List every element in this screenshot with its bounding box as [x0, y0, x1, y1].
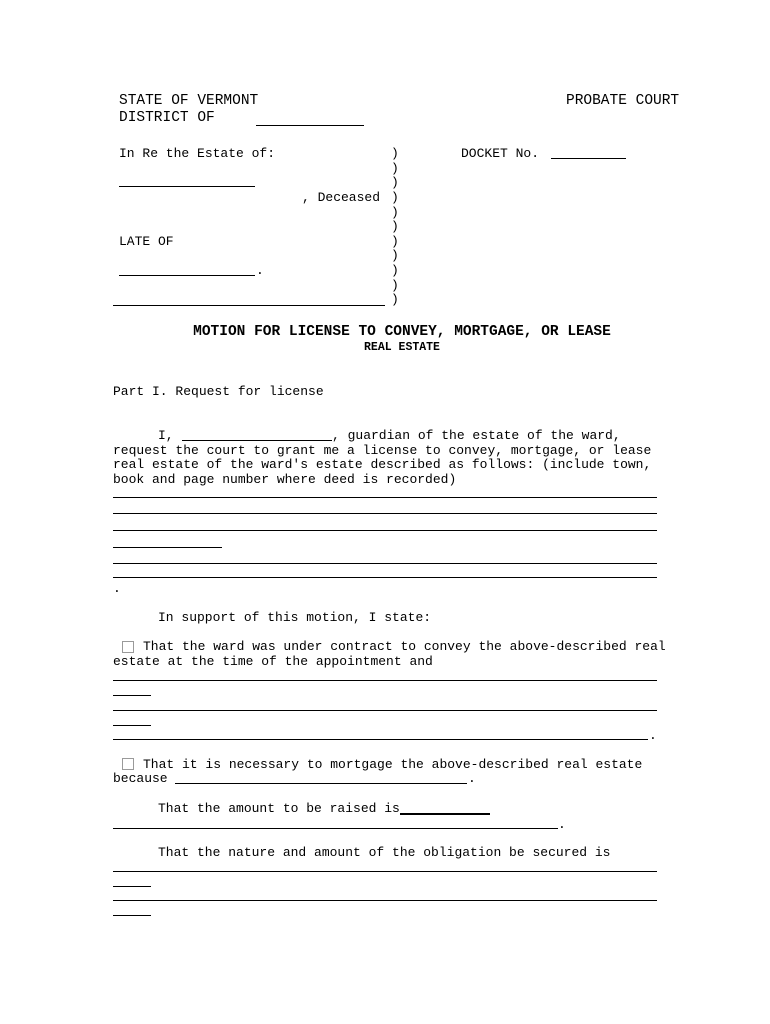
in-re-label: In Re the Estate of:: [119, 146, 276, 161]
amount-statement: That the amount to be raised is: [158, 801, 400, 816]
para-line3: real estate of the ward's estate described as follows: (include town,: [113, 457, 652, 472]
contract-line[interactable]: [113, 725, 151, 726]
state-name: STATE OF VERMONT: [119, 93, 259, 109]
para-line4: book and page number where deed is recorded): [113, 472, 457, 487]
contract-line2: estate at the time of the appointment and: [113, 654, 433, 669]
contract-checkbox[interactable]: [122, 641, 134, 653]
amount-line[interactable]: [113, 828, 558, 829]
paren: ): [391, 234, 399, 249]
contract-line[interactable]: [113, 680, 657, 681]
paren: ): [391, 190, 399, 205]
paren: ): [391, 278, 399, 293]
obligation-line[interactable]: [113, 886, 151, 887]
guardian-name-blank[interactable]: [182, 440, 332, 441]
obligation-statement: That the nature and amount of the obligation be secured is: [158, 845, 611, 860]
deceased-label: , Deceased: [302, 190, 381, 205]
paren: ): [391, 263, 399, 278]
mortgage-because: because: [113, 771, 168, 786]
para-line2: request the court to grant me a license to convey, mortgage, or lease: [113, 443, 652, 458]
contract-line[interactable]: [113, 695, 151, 696]
description-period: .: [113, 581, 121, 596]
contract-line[interactable]: [113, 710, 657, 711]
district-blank[interactable]: [256, 125, 364, 126]
mortgage-because-blank[interactable]: [175, 783, 467, 784]
amount-period: .: [558, 817, 566, 832]
late-of-label: LATE OF: [119, 234, 174, 249]
obligation-line[interactable]: [113, 915, 151, 916]
part1-heading: Part I. Request for license: [113, 384, 324, 399]
estate-name-blank[interactable]: [119, 186, 255, 187]
mortgage-period: .: [468, 771, 476, 786]
contract-period: .: [649, 728, 657, 743]
paren: ): [391, 248, 399, 263]
obligation-line[interactable]: [113, 871, 657, 872]
document-title: MOTION FOR LICENSE TO CONVEY, MORTGAGE, OR LEASE: [193, 324, 611, 340]
docket-blank[interactable]: [551, 158, 626, 159]
contract-line[interactable]: [113, 739, 648, 740]
paren: ): [391, 205, 399, 220]
para-guardian: , guardian of the estate of the ward,: [332, 428, 621, 443]
obligation-line[interactable]: [113, 900, 657, 901]
paren: ): [391, 146, 399, 161]
description-line[interactable]: [113, 547, 222, 548]
paren: ): [391, 161, 399, 176]
mortgage-checkbox[interactable]: [122, 758, 134, 770]
support-statement: In support of this motion, I state:: [158, 610, 432, 625]
mortgage-line1: That it is necessary to mortgage the above-described real estate: [143, 757, 643, 772]
paren: ): [391, 219, 399, 234]
description-line[interactable]: [113, 563, 657, 564]
court-name: PROBATE COURT: [566, 93, 680, 109]
description-line[interactable]: [113, 530, 657, 531]
paren: ): [391, 292, 399, 307]
paren: ): [391, 175, 399, 190]
document-subtitle: REAL ESTATE: [364, 341, 440, 354]
late-of-blank[interactable]: [119, 275, 255, 276]
caption-bottom-line: [113, 305, 385, 306]
district-label: DISTRICT OF: [119, 110, 215, 126]
contract-line1: That the ward was under contract to convey the above-described real: [143, 639, 666, 654]
amount-blank[interactable]: [400, 813, 490, 815]
para-i: I,: [158, 428, 174, 443]
docket-label: DOCKET No.: [461, 146, 540, 161]
late-of-period: .: [256, 263, 264, 278]
description-line[interactable]: [113, 497, 657, 498]
description-line[interactable]: [113, 577, 657, 578]
description-line[interactable]: [113, 513, 657, 514]
